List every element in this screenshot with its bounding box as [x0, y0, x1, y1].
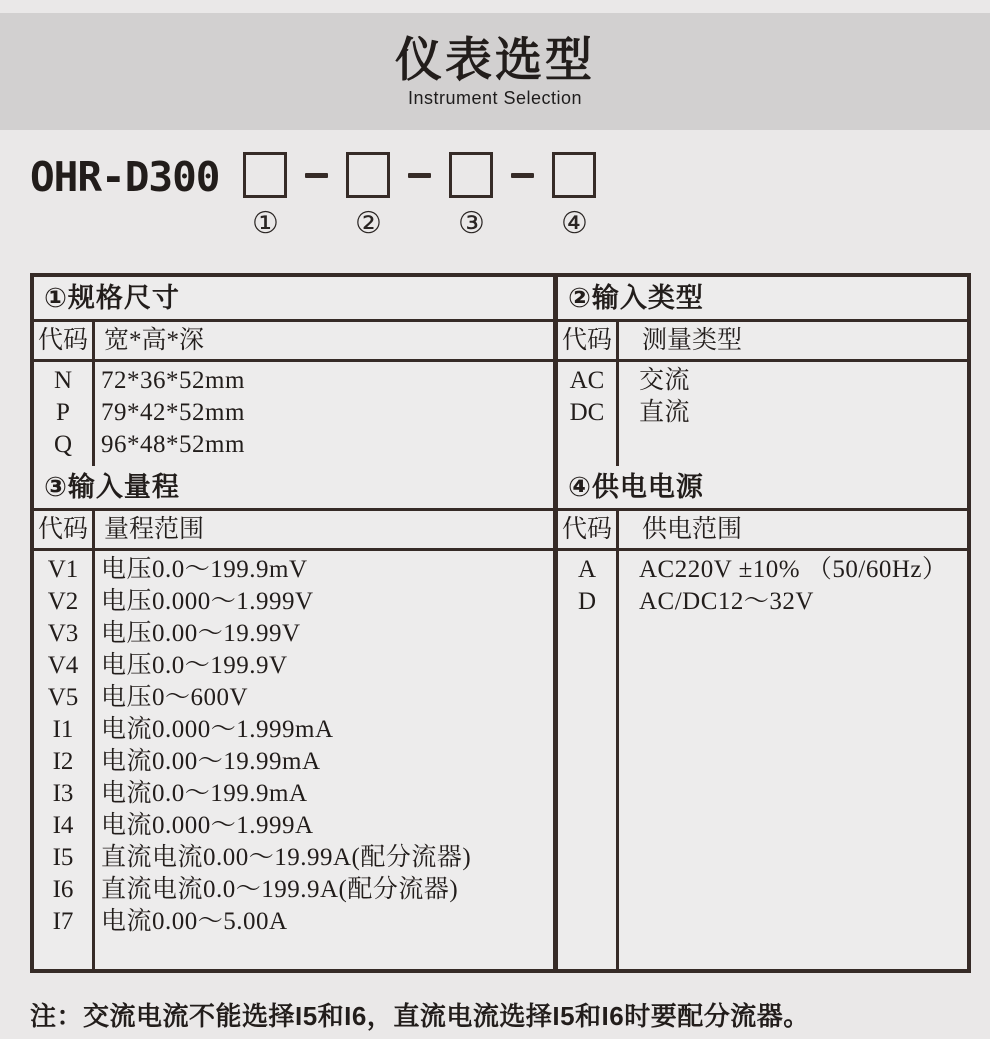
page-title: 仪表选型 [395, 33, 595, 87]
dash-separator [305, 173, 328, 178]
row-value: 交流 [639, 367, 691, 394]
model-position-3 [449, 152, 493, 239]
column-header-code: 代码 [34, 322, 95, 359]
row-value: 电压0.000～1.999V [101, 588, 314, 615]
row-code: V3 [47, 620, 79, 647]
column-header-value: 测量类型 [642, 327, 743, 354]
row-code: I2 [52, 748, 74, 775]
section-size-title: ①规格尺寸 [34, 277, 553, 322]
section-range [34, 466, 553, 969]
row-value: 电压0.0～199.9mV [101, 556, 308, 583]
header-band [0, 13, 990, 130]
selection-table [30, 273, 971, 973]
table-row [34, 842, 553, 874]
row-value: AC220V ±10% （50/60Hz） [639, 556, 948, 583]
column-header-value: 量程范围 [104, 516, 205, 543]
row-value: 电压0.00～19.99V [101, 620, 301, 647]
row-value: 电流0.000～1.999mA [101, 716, 334, 743]
table-row [34, 365, 553, 397]
row-code: V1 [47, 556, 79, 583]
row-code: D [577, 588, 597, 615]
row-code: AC [569, 367, 605, 394]
table-row [558, 365, 967, 397]
dash-separator [408, 173, 431, 178]
dash-separator [511, 173, 534, 178]
row-code: P [56, 399, 70, 426]
row-code: I6 [52, 876, 74, 903]
column-header-code: 代码 [34, 511, 95, 548]
model-prefix: OHR-D300 [30, 153, 220, 201]
model-code-diagram [30, 152, 596, 252]
row-code: I3 [52, 780, 74, 807]
table-row [34, 618, 553, 650]
page-subtitle: Instrument Selection [407, 87, 583, 108]
table-row [34, 746, 553, 778]
row-value: AC/DC12～32V [639, 588, 814, 615]
model-box-1 [243, 152, 287, 198]
section-range-rows [34, 551, 553, 969]
table-row [34, 874, 553, 906]
row-code: V2 [47, 588, 79, 615]
section-input-type-title: ②输入类型 [558, 277, 967, 322]
row-code: V5 [47, 684, 79, 711]
table-row [34, 554, 553, 586]
model-position-2 [346, 152, 390, 239]
section-power-header-row [558, 511, 967, 551]
row-value: 79*42*52mm [101, 399, 245, 426]
column-header-code: 代码 [558, 511, 619, 548]
section-power [558, 466, 967, 969]
row-code: I1 [52, 716, 74, 743]
row-code: N [53, 367, 73, 394]
table-left-column [34, 277, 558, 969]
section-input-type [558, 277, 967, 466]
table-row [34, 906, 553, 938]
row-value: 直流 [639, 399, 691, 426]
row-value: 电压0.0～199.9V [101, 652, 288, 679]
table-row [34, 714, 553, 746]
row-value: 直流电流0.0～199.9A(配分流器) [101, 876, 459, 903]
row-value: 电压0～600V [101, 684, 249, 711]
table-row [558, 554, 967, 586]
circled-number-1: ① [252, 207, 279, 240]
section-size-rows [34, 362, 553, 466]
section-size [34, 277, 553, 466]
table-row [34, 429, 553, 461]
model-box-4 [552, 152, 596, 198]
circled-number-4: ④ [561, 207, 588, 240]
table-row [558, 586, 967, 618]
row-code: Q [53, 431, 73, 458]
section-input-type-rows [558, 362, 967, 466]
table-row [34, 650, 553, 682]
table-right-column [558, 277, 967, 969]
row-value: 电流0.000～1.999A [101, 812, 314, 839]
section-range-title: ③输入量程 [34, 466, 553, 511]
model-position-1 [243, 152, 287, 239]
section-input-type-header-row [558, 322, 967, 362]
row-code: I5 [52, 844, 74, 871]
table-row [34, 810, 553, 842]
table-row [34, 682, 553, 714]
section-power-rows [558, 551, 967, 969]
row-code: V4 [47, 652, 79, 679]
table-row [558, 397, 967, 429]
model-box-2 [346, 152, 390, 198]
section-size-header-row [34, 322, 553, 362]
row-value: 电流0.00～5.00A [101, 908, 288, 935]
row-value: 96*48*52mm [101, 431, 245, 458]
footnote: 注：交流电流不能选择I5和I6，直流电流选择I5和I6时要配分流器。 [30, 1001, 810, 1031]
circled-number-3: ③ [458, 207, 485, 240]
table-row [34, 778, 553, 810]
row-value: 电流0.0～199.9mA [101, 780, 308, 807]
model-position-4 [552, 152, 596, 239]
column-header-value: 宽*高*深 [104, 327, 205, 354]
section-range-header-row [34, 511, 553, 551]
row-code: A [577, 556, 597, 583]
row-code: I4 [52, 812, 74, 839]
row-code: I7 [52, 908, 74, 935]
model-box-3 [449, 152, 493, 198]
section-power-title: ④供电电源 [558, 466, 967, 511]
table-row [34, 397, 553, 429]
column-header-code: 代码 [558, 322, 619, 359]
row-code: DC [569, 399, 605, 426]
column-header-value: 供电范围 [642, 516, 743, 543]
row-value: 电流0.00～19.99mA [101, 748, 321, 775]
row-value: 直流电流0.00～19.99A(配分流器) [101, 844, 472, 871]
row-value: 72*36*52mm [101, 367, 245, 394]
table-row [34, 586, 553, 618]
circled-number-2: ② [355, 207, 382, 240]
